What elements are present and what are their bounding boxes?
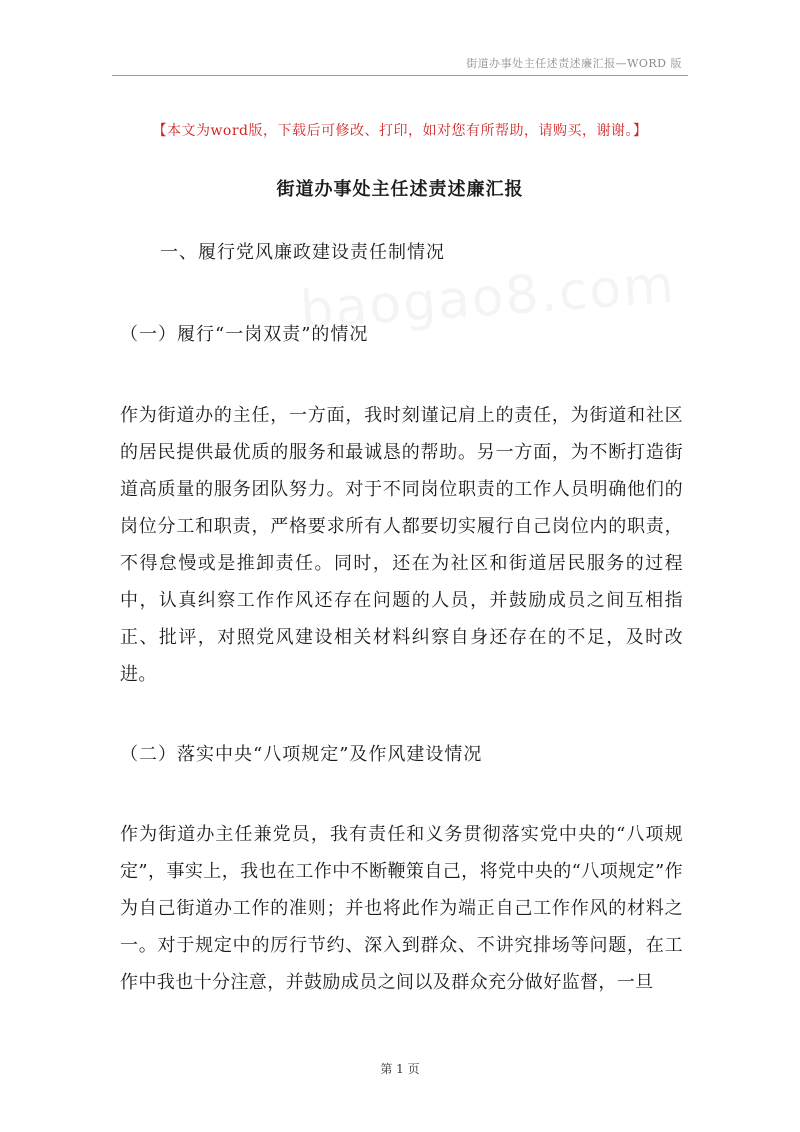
purchase-notice: 【本文为word版，下载后可修改、打印，如对您有所帮助，请购买，谢谢。】: [152, 123, 648, 139]
page-number: 第 1 页: [380, 1062, 420, 1076]
running-header: 街道办事处主任述责述廉汇报—WORD 版: [466, 57, 682, 70]
subsection-heading-2: （二）落实中央“八项规定”及作风建设情况: [120, 744, 483, 765]
section-heading-1: 一、履行党风廉政建设责任制情况: [160, 242, 445, 263]
body-paragraph-1: 作为街道办的主任，一方面，我时刻谨记肩上的责任，为街道和社区的居民提供最优质的服务和最诚恳的帮助。另一方面，为不断打造街道高质量的服务团队努力。对于不同岗位职责的工作人员明确他们的岗位分工和职责，严格要求所有人都要切实履行自己岗位内的职责，不得怠慢或是推卸责任。同时，还在为社区和街道居民服务的过程中，认真纠察工作作风还存在问题的人员，并鼓励成员之间互相指正、批评，对照党风建设相关材料纠察自身还存在的不足，及时改进。: [120, 405, 683, 685]
body-paragraph-2: 作为街道办主任兼党员，我有责任和义务贯彻落实党中央的“八项规定”，事实上，我也在工作中不断鞭策自己，将党中央的“八项规定”作为自己街道办工作的准则；并也将此作为端正自己工作作风的材料之一。对于规定中的厉行节约、深入到群众、不讲究排场等问题，在工作中我也十分注意，并鼓励成员之间以及群众充分做好监督，一旦: [120, 824, 683, 993]
header-rule: [112, 75, 688, 76]
document-title: 街道办事处主任述责述廉汇报: [276, 179, 524, 200]
subsection-heading-1: （一）履行“一岗双责”的情况: [120, 324, 369, 345]
